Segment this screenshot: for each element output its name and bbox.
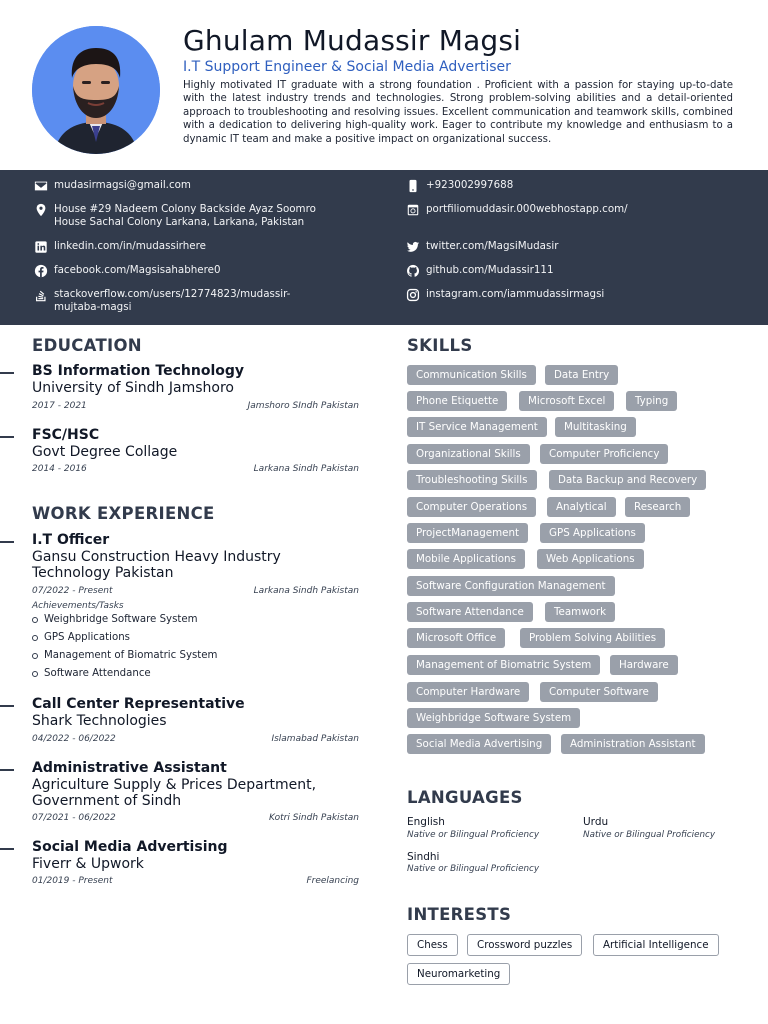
job-role: Social Media Advertising — [32, 839, 228, 855]
contact-bar — [0, 170, 768, 325]
timeline-marker — [0, 541, 14, 543]
timeline-marker — [0, 848, 14, 850]
skill-tag: Computer Proficiency — [540, 444, 668, 464]
instagram-icon — [406, 288, 426, 302]
degree-title: BS Information Technology — [32, 363, 245, 379]
list-item: Software Attendance — [32, 665, 217, 683]
skill-tag: Administration Assistant — [561, 734, 705, 754]
contact-github[interactable]: github.com/Mudassir111 — [406, 264, 554, 278]
education-location: Larkana Sindh Pakistan — [253, 464, 359, 474]
timeline-marker — [0, 769, 14, 771]
education-heading: EDUCATION — [32, 336, 142, 355]
github-icon — [406, 264, 426, 278]
location-pin-icon — [34, 203, 54, 229]
profile-summary: Highly motivated IT graduate with a strong foundation . Proficient with a passion for staying up-to-date with the latest industry trends and technologies. Strong problem-solving abilities and a detail-oriented approach to troubleshooting and resolving issues. Excellent communication and teamwork skills, combined with a dedication to delivering high-quality work. Eager to contribute my knowledge and enthusiasm to a dynamic IT team and make a positive impact on organizational success. — [183, 80, 733, 145]
skill-tag: Phone Etiquette — [407, 391, 507, 411]
skill-tag: Research — [625, 497, 690, 517]
skill-tag: Mobile Applications — [407, 549, 525, 569]
bullet-icon — [32, 671, 38, 677]
interest-tag: Crossword puzzles — [467, 934, 582, 956]
language-name: Sindhi — [407, 851, 440, 863]
skill-tag: Multitasking — [555, 417, 636, 437]
interest-tag: Neuromarketing — [407, 963, 510, 985]
skill-tag: Data Backup and Recovery — [549, 470, 706, 490]
globe-browser-icon — [406, 203, 426, 217]
job-role: Administrative Assistant — [32, 760, 227, 776]
skill-tag: Organizational Skills — [407, 444, 530, 464]
skill-tag: Computer Operations — [407, 497, 536, 517]
skill-tag: Computer Hardware — [407, 682, 529, 702]
school-name: University of Sindh Jamshoro — [32, 380, 234, 396]
company-name: Shark Technologies — [32, 713, 167, 729]
list-item: Weighbridge Software System — [32, 611, 217, 629]
language-name: Urdu — [583, 816, 609, 828]
resume-header — [0, 0, 768, 170]
job-dates: 01/2019 - Present — [32, 876, 113, 886]
contact-twitter[interactable]: twitter.com/MagsiMudasir — [406, 240, 558, 254]
contact-address: House #29 Nadeem Colony Backside Ayaz Soomro House Sachal Colony Larkana, Larkana, Pakistan — [34, 203, 316, 229]
company-name: Gansu Construction Heavy Industry Technology Pakistan — [32, 549, 281, 581]
degree-title: FSC/HSC — [32, 427, 100, 443]
bullet-icon — [32, 617, 38, 623]
school-name: Govt Degree Collage — [32, 444, 178, 460]
language-level: Native or Bilingual Proficiency — [407, 864, 540, 874]
achievements-label: Achievements/Tasks — [32, 601, 124, 611]
job-dates: 07/2022 - Present — [32, 586, 113, 596]
education-location: Jamshoro SIndh Pakistan — [247, 401, 359, 411]
timeline-marker — [0, 436, 14, 438]
skill-tag: Troubleshooting Skills — [407, 470, 537, 490]
job-role: I.T Officer — [32, 532, 110, 548]
contact-website[interactable]: portfiliomuddasir.000webhostapp.com/ — [406, 203, 628, 217]
twitter-icon — [406, 240, 426, 254]
timeline-marker — [0, 372, 14, 374]
skill-tag: Data Entry — [545, 365, 618, 385]
job-location: Freelancing — [306, 876, 359, 886]
phone-icon — [406, 179, 426, 193]
skill-tag: Web Applications — [537, 549, 644, 569]
skill-tag: Microsoft Office — [407, 628, 505, 648]
skills-heading: SKILLS — [407, 336, 473, 355]
interest-tag: Chess — [407, 934, 458, 956]
contact-email[interactable]: mudasirmagsi@gmail.com — [34, 179, 191, 193]
contact-instagram[interactable]: instagram.com/iammudassirmagsi — [406, 288, 604, 302]
contact-linkedin[interactable]: linkedin.com/in/mudassirhere — [34, 240, 206, 254]
language-level: Native or Bilingual Proficiency — [407, 830, 540, 840]
contact-stackoverflow[interactable]: stackoverflow.com/users/12774823/mudassir- mujtaba-magsi — [34, 288, 290, 314]
education-dates: 2017 - 2021 — [32, 401, 87, 411]
interests-heading: INTERESTS — [407, 905, 512, 924]
task-list — [32, 611, 217, 683]
skill-tag: Microsoft Excel — [519, 391, 614, 411]
skill-tag: Hardware — [610, 655, 678, 675]
job-title: I.T Support Engineer & Social Media Advertiser — [183, 59, 511, 75]
skill-tag: Software Attendance — [407, 602, 533, 622]
skill-tag: Analytical — [547, 497, 616, 517]
skill-tag: Weighbridge Software System — [407, 708, 580, 728]
job-dates: 04/2022 - 06/2022 — [32, 734, 116, 744]
bullet-icon — [32, 653, 38, 659]
job-location: Islamabad Pakistan — [271, 734, 359, 744]
list-item: GPS Applications — [32, 629, 217, 647]
skill-tag: GPS Applications — [540, 523, 645, 543]
skill-tag: Typing — [626, 391, 677, 411]
company-name: Fiverr & Upwork — [32, 856, 144, 872]
contact-phone[interactable]: +923002997688 — [406, 179, 513, 193]
skill-tag: Software Configuration Management — [407, 576, 615, 596]
skill-tag: ProjectManagement — [407, 523, 528, 543]
skill-tag: Management of Biomatric System — [407, 655, 600, 675]
stackoverflow-icon — [34, 288, 54, 314]
work-experience-heading: WORK EXPERIENCE — [32, 504, 215, 523]
header-text — [183, 24, 733, 146]
skill-tag: Computer Software — [540, 682, 658, 702]
interest-tag: Artificial Intelligence — [593, 934, 719, 956]
bullet-icon — [32, 635, 38, 641]
skill-tag: IT Service Management — [407, 417, 547, 437]
person-portrait-icon — [32, 26, 160, 154]
job-location: Kotri Sindh Pakistan — [269, 813, 359, 823]
timeline-marker — [0, 705, 14, 707]
list-item: Management of Biomatric System — [32, 647, 217, 665]
job-dates: 07/2021 - 06/2022 — [32, 813, 116, 823]
language-level: Native or Bilingual Proficiency — [583, 830, 716, 840]
job-location: Larkana Sindh Pakistan — [253, 586, 359, 596]
full-name: Ghulam Mudassir Magsi — [183, 24, 522, 57]
skill-tag: Social Media Advertising — [407, 734, 551, 754]
job-role: Call Center Representative — [32, 696, 245, 712]
linkedin-icon — [34, 240, 54, 254]
facebook-icon — [34, 264, 54, 278]
envelope-icon — [34, 179, 54, 193]
company-name: Agriculture Supply & Prices Department, Government of Sindh — [32, 777, 317, 809]
contact-facebook[interactable]: facebook.com/Magsisahabhere0 — [34, 264, 221, 278]
language-name: English — [407, 816, 445, 828]
skill-tag: Problem Solving Abilities — [520, 628, 665, 648]
languages-heading: LANGUAGES — [407, 788, 523, 807]
skill-tag: Teamwork — [545, 602, 615, 622]
skill-tag: Communication Skills — [407, 365, 536, 385]
education-dates: 2014 - 2016 — [32, 464, 87, 474]
profile-photo — [32, 26, 160, 154]
